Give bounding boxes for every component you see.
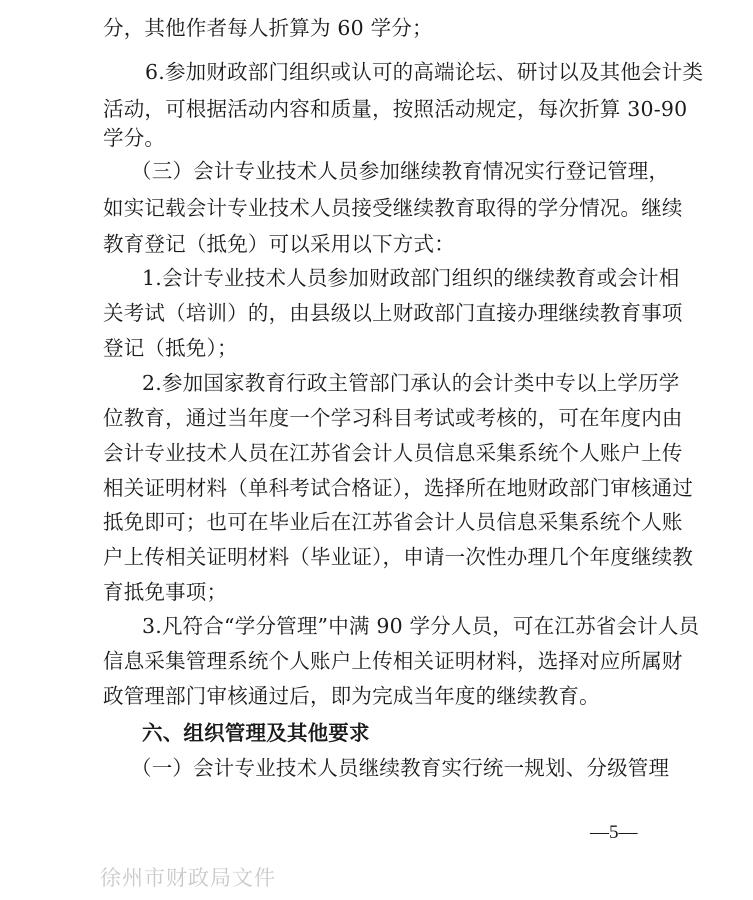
body-line-6: 如实记载会计专业技术人员接受继续教育取得的学分情况。继续 — [103, 196, 683, 220]
page-number: —5— — [590, 822, 638, 843]
section-heading: 六、组织管理及其他要求 — [142, 721, 370, 745]
body-line-10: 登记（抵免）； — [103, 336, 238, 360]
body-line-5: （三）会计专业技术人员参加继续教育情况实行登记管理， — [131, 159, 670, 183]
body-line-22: （一）会计专业技术人员继续教育实行统一规划、分级管理 — [131, 756, 670, 780]
body-line-16: 户上传相关证明材料（毕业证），申请一次性办理几个年度继续教 — [103, 545, 694, 569]
body-line-18: 3.凡符合“学分管理”中满 90 学分人员，可在江苏省会计人员 — [142, 614, 700, 638]
body-line-17: 育抵免事项； — [103, 580, 228, 604]
body-line-4: 学分。 — [103, 126, 166, 150]
body-line-19: 信息采集管理系统个人账户上传相关证明材料，选择对应所属财 — [103, 649, 683, 673]
body-line-11: 2.参加国家教育行政主管部门承认的会计类中专以上学历学 — [142, 371, 680, 395]
body-line-7: 教育登记（抵免）可以采用以下方式： — [103, 232, 455, 256]
body-line-9: 关考试（培训）的，由县级以上财政部门直接办理继续教育事项 — [103, 301, 683, 325]
body-line-12: 位教育，通过当年度一个学习科目考试或考核的，可在年度内由 — [103, 406, 683, 430]
body-line-20: 政管理部门审核通过后，即为完成当年度的继续教育。 — [103, 684, 600, 708]
body-line-1: 分，其他作者每人折算为 60 学分； — [103, 16, 433, 40]
body-line-2: 6.参加财政部门组织或认可的高端论坛、研讨以及其他会计类 — [145, 60, 704, 84]
body-line-3: 活动，可根据活动内容和质量，按照活动规定，每次折算 30-90 — [103, 97, 688, 121]
body-line-15: 抵免即可；也可在毕业后在江苏省会计人员信息采集系统个人账 — [103, 510, 683, 534]
body-line-8: 1.会计专业技术人员参加财政部门组织的继续教育或会计相 — [142, 266, 680, 290]
body-line-13: 会计专业技术人员在江苏省会计人员信息采集系统个人账户上传 — [103, 441, 683, 465]
body-line-14: 相关证明材料（单科考试合格证），选择所在地财政部门审核通过 — [103, 476, 694, 500]
source-watermark: 徐州市财政局文件 — [100, 866, 276, 890]
